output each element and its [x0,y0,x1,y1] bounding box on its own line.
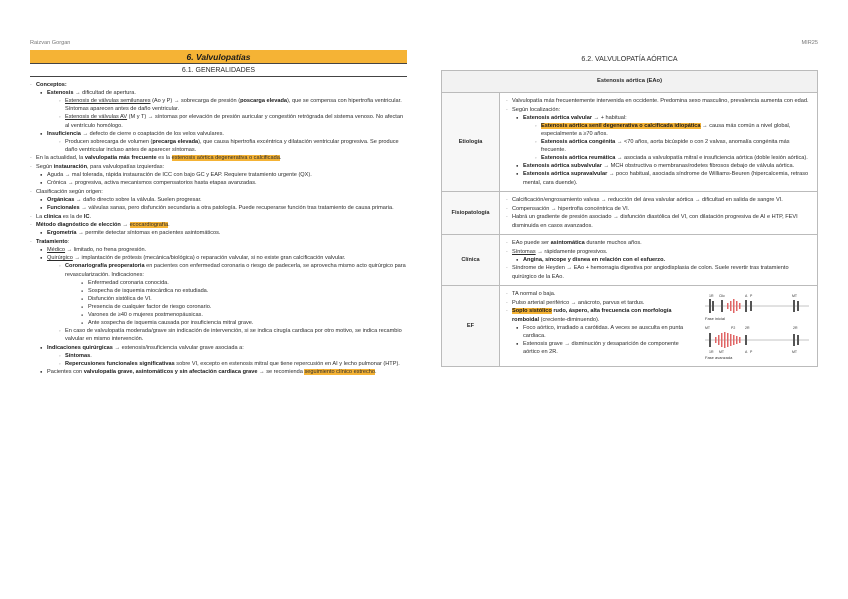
phonocardiogram-figure [701,290,813,362]
list-item: ▫ Estenosis aórtica senil degenerativa o calcificada idiopática → causa más común a nivel global, especialmente a ≥70 años. [535,122,813,138]
mark-label: 2R [745,326,750,331]
list-item: ● Varones de ≥40 o mujeres postmenopáusicas. [81,311,407,319]
list-item: ● Ergometría → permite detectar síntomas en pacientes asintomáticos. [40,229,407,237]
list-item: ● Aguda → mal tolerada, rápida instauración de ICC con bajo GC y EAP. Requiere tratamiento urgente (QX). [40,171,407,179]
list-item: ● Funcionales → válvulas sanas, pero disfunción secundaria a otra patología. Puede recuperarse función tras tratamiento de causa primaria. [40,204,407,212]
list-item: · La clínica es la de IC. [30,213,407,221]
list-item: ● Ante sospecha de isquemia causada por insuficiencia mitral grave. [81,319,407,327]
section-title-aortica: 6.2. VALVULOPATÍA AÓRTICA [581,56,678,63]
estenosis-aortica-table [441,70,818,367]
list-item: · Valvulopatía más frecuentemente intervenida en occidente. Predomina sexo masculino, prevalencia aumenta con edad. [506,97,813,105]
chapter-title: 6. Valvulopatías [30,50,407,64]
list-item: ● Estenosis grave → disminución y desaparición de componente aórtico en 2R. [516,340,697,356]
mark-label: P [750,294,753,299]
table-row-ef [442,286,818,367]
mark-label: P [750,350,753,355]
list-item: ● Sospecha de isquemia miocárdica no estudiada. [81,287,407,295]
list-item: · Soplo sistólico rudo, áspero, alta frecuencia con morfología romboidal (creciente-diminuendo). ● Foco aórtico, irradiado a carótidas. A veces se ausculta en punta cardiaca. ● Estenosis grave → disminución y desaparición de componente aórtico en 2R. [506,307,697,356]
sound-2r-bottom [745,335,747,345]
list-item: · Síndrome de Heyden → EAo + hemorragia digestiva por angiodisplasia de colon. Suele revertir tras tratamiento quirúrgico de la EAo. [506,264,813,280]
murmur-bottom [715,332,741,348]
list-item: ● Presencia de cualquier factor de riesgo coronario. [81,303,407,311]
row-label-etiologia: Etiología [442,93,500,192]
row-label-ef: EF [442,286,500,367]
list-item: ▫ Síntomas. [59,352,407,360]
list-item: ▫ Estenosis de válvulas semilunares (Ao y P) → sobrecarga de presión (poscarga elevada), que se compensa con hipertrofia ventricular. Síntomas aparecen antes de daño ventricular. [59,97,407,113]
table-header: Estenosis aórtica (EAo) [442,71,818,93]
list-item: ● Angina, síncope y disnea en relación con el esfuerzo. [516,256,813,264]
list-item: · Pulso arterial periférico → anácroto, parvus et tardus. [506,299,697,307]
mark-label: MT [705,326,711,331]
mark-label: 1R [709,350,714,355]
list-item: ▫ Estenosis aórtica reumática → asociada a valvulopatía mitral e insuficiencia aórtica (doble lesión aórtica). [535,154,813,162]
left-column [30,50,407,376]
list-item: ● Médico → limitado, no frena progresión. [40,246,407,254]
list-item: · Clasificación según origen: ● Orgánicas → daño directo sobre la válvula. Suelen progresar. ● Funcionales → válvulas sanas, pero disfunción secundaria a otra patología. Puede recuperarse función tras tratamiento de causa primaria. [30,188,407,212]
row-label-fisiopatologia: Fisiopatología [442,192,500,235]
mark-label: 1R [709,294,714,299]
list-item: ● Pacientes con valvulopatía grave, asintomáticos y sin afectación cardiaca grave → se recomienda seguimiento clínico estrecho. [40,368,407,376]
document-code: MIR25 [801,40,818,46]
list-item: · Compensación → hipertrofia concéntrica de VI. [506,205,813,213]
sound-1r-bottom [709,333,711,347]
list-item: ● Estenosis aórtica supravalvular → poco habitual, asociada síndrome de Williams-Beuren (hipercalcemia, retraso mental, cara duende). [516,170,813,186]
list-item: ● Orgánicas → daño directo sobre la válvula. Suelen progresar. [40,196,407,204]
list-item: ▫ Repercusiones funcionales significativas sobre VI, excepto en estenosis mitral que tiene repercusión en AI y lecho pulmonar (HTP). [59,360,407,368]
list-item: · En la actualidad, la valvulopatía más frecuente es la estenosis aórtica degenerativa o calcificada. [30,154,407,162]
list-item: ▫ Estenosis de válvulas AV (M y T) → síntomas por elevación de presión auricular y congestión retrógrada del sistema venoso. No afectan al ventrículo homólogo. [59,113,407,129]
section-title-generalidades: 6.1. GENERALIDADES [30,64,407,77]
list-item: ● Enfermedad coronaria conocida. [81,279,407,287]
list-item: ● Quirúrgico → implantación de prótesis (mecánica/biológica) o reparación valvular, si no existe gran calcificación valvular. ▫ Coronariografía preoperatoria en pacientes con enfermedad coronaria o riesgo de padecerla, se aprovecha mismo acto quirúrgico para revascularización. Indicaciones: ● Enfermedad coronaria conocida. ● Sospecha de isquemia miocárdica no estudiada. ● Disfunción sistólica de VI. ● Presencia de cualquier factor de riesgo coronario. ● Varones de ≥40 o mujeres postmenopáusicas. ● Ante sospecha de isquemia causada por insuficiencia mitral grave. ▫ En caso de valvulopatía moderada/grave sin indicación de intervención, si se indica cirugía cardiaca por otro motivo, se indica recambio valvular en mismo intervención. [40,254,407,343]
list-item: ● Indicaciones quirúrgicas → estenosis/insuficiencia valvular grave asociada a: ▫ Síntomas. ▫ Repercusiones funcionales significativas sobre VI, excepto en estenosis mitral que tiene repercusión en AI y lecho pulmonar (HTP). [40,344,407,368]
table-row-etiologia [442,93,818,192]
table-row-fisiopatologia [442,192,818,235]
list-item: ● Estenosis aórtica subvalvular → MCH obstructiva o membranas/rodetes fibrosos debajo de válvula aórtica. [516,162,813,170]
right-column [441,50,818,367]
list-item: ▫ Estenosis aórtica congénita → <70 años, aorta bicúspide o con 2 valvas, anomalía congénita más frecuente. [535,138,813,154]
list-item: · Tratamiento: ● Médico → limitado, no frena progresión. ● Quirúrgico → implantación de prótesis (mecánica/biológica) o reparación valvular, si no existe gran calcificación valvular. ▫ Coronariografía preoperatoria en pacientes con enfermedad coronaria o riesgo de padecerla, se aprovecha mismo acto quirúrgico para revascularización. Indicaciones: ● Enfermedad coronaria conocida. ● Sospecha de isquemia miocárdica no estudiada. ● Disfunción sistólica de VI. ● Presencia de cualquier factor de riesgo coronario. ● Varones de ≥40 o mujeres postmenopáusicas. ● Ante sospecha de isquemia causada por insuficiencia mitral grave. ▫ En caso de valvulopatía moderada/grave sin indicación de intervención, si se indica cirugía cardiaca por otro motivo, se indica recambio valvular en mismo intervención. ● Indicaciones quirúrgicas → estenosis/insuficiencia valvular grave asociada a: ▫ Síntomas. ▫ Repercusiones funcionales significativas sobre VI, excepto en estenosis mitral que tiene repercusión en AI y lecho pulmonar (HTP). ● Pacientes con valvulopatía grave, asintomáticos y sin afectación cardiaca grave → se recomienda seguimiento clínico estrecho. [30,238,407,376]
mark-label: A [745,294,748,299]
mark-label: 2R [793,326,798,331]
list-item: · Síntomas → rápidamente progresivos. ● Angina, síncope y disnea en relación con el esfuerzo. [506,248,813,264]
list-item: ● Insuficiencia → defecto de cierre o coaptación de los velos valvulares. ▫ Producen sobrecarga de volumen (precarga elevada), que causa hipertrofia excéntrica y dilatación ventricular progresiva. Se produce daño ventricular incluso antes de aparecer síntomas. [40,130,407,154]
mark-label: MT [792,294,798,299]
list-item: ● Estenosis → dificultad de apertura. ▫ Estenosis de válvulas semilunares (Ao y P) → sobrecarga de presión (poscarga elevada), que se compensa con hipertrofia ventricular. Síntomas aparecen antes de daño ventricular. ▫ Estenosis de válvulas AV (M y T) → síntomas por elevación de presión auricular y congestión retrógrada del sistema venoso. No afectan al ventrículo homólogo. [40,89,407,130]
list-item: ▫ Coronariografía preoperatoria en pacientes con enfermedad coronaria o riesgo de padecerla, se aprovecha mismo acto quirúrgico para revascularización. Indicaciones: ● Enfermedad coronaria conocida. ● Sospecha de isquemia miocárdica no estudiada. ● Disfunción sistólica de VI. ● Presencia de cualquier factor de riesgo coronario. ● Varones de ≥40 o mujeres postmenopáusicas. ● Ante sospecha de isquemia causada por insuficiencia mitral grave. [59,262,407,327]
mark-label: MT [719,350,725,355]
list-item: ▫ En caso de valvulopatía moderada/grave sin indicación de intervención, si se indica cirugía cardiaca por otro motivo, se indica recambio valvular en mismo intervención. [59,327,407,343]
list-item: ● Foco aórtico, irradiado a carótidas. A veces se ausculta en punta cardiaca. [516,324,697,340]
mark-label: Clic [719,294,725,299]
mark-label: MT [792,350,798,355]
list-item: · Método diagnóstico de elección → ecocardiografía. ● Ergometría → permite detectar síntomas en pacientes asintomáticos. [30,221,407,237]
list-item: ▫ Producen sobrecarga de volumen (precarga elevada), que causa hipertrofia excéntrica y dilatación ventricular progresiva. Se produce daño ventricular incluso antes de aparecer síntomas. [59,138,407,154]
mark-label: A [745,350,748,355]
list-item: · EAo puede ser asintomática durante muchos años. [506,239,813,247]
list-item: · TA normal o baja. [506,290,697,298]
list-item: ● Disfunción sistólica de VI. [81,295,407,303]
list-item: ● Crónica → progresiva, activa mecanismos compensatorios hasta etapas avanzadas. [40,179,407,187]
list-item: ● Estenosis aórtica valvular → + habitual: ▫ Estenosis aórtica senil degenerativa o calcificada idiopática → causa más común a nivel global, especialmente a ≥70 años. ▫ Estenosis aórtica congénita → <70 años, aorta bicúspide o con 2 valvas, anomalía congénita más frecuente. ▫ Estenosis aórtica reumática → asociada a valvulopatía mitral e insuficiencia aórtica (doble lesión aórtica). [516,114,813,163]
list-item: · Según localización: ● Estenosis aórtica valvular → + habitual: ▫ Estenosis aórtica senil degenerativa o calcificada idiopática → causa más común a nivel global, especialmente a ≥70 años. ▫ Estenosis aórtica congénita → <70 años, aorta bicúspide o con 2 valvas, anomalía congénita más frecuente. ▫ Estenosis aórtica reumática → asociada a valvulopatía mitral e insuficiencia aórtica (doble lesión aórtica). ● Estenosis aórtica subvalvular → MCH obstructiva o membranas/rodetes fibrosos debajo de válvula aórtica. ● Estenosis aórtica supravalvular → poco habitual, asociada síndrome de Williams-Beuren (hipercalcemia, retraso mental, cara duende). [506,106,813,187]
list-item: · Conceptos: ● Estenosis → dificultad de apertura. ▫ Estenosis de válvulas semilunares (Ao y P) → sobrecarga de presión (poscarga elevada), que se compensa con hipertrofia ventricular. Síntomas aparecen antes de daño ventricular. ▫ Estenosis de válvulas AV (M y T) → síntomas por elevación de presión auricular y congestión retrógrada del sistema venoso. No afectan al ventrículo homólogo. ● Insuficiencia → defecto de cierre o coaptación de los velos valvulares. ▫ Producen sobrecarga de volumen (precarga elevada), que causa hipertrofia excéntrica y dilatación ventricular progresiva. Se produce daño ventricular incluso antes de aparecer síntomas. [30,81,407,154]
figure-label-bottom: Fase avanzada [705,355,733,361]
click-top [721,300,723,312]
list-item: · Calcificación/engrosamiento valvas → reducción del área valvular aórtica → dificultad en salida de sangre VI. [506,196,813,204]
list-item: · Según instauración, para valvulopatías izquierdas: ● Aguda → mal tolerada, rápida instauración de ICC con bajo GC y EAP. Requiere tratamiento urgente (QX). ● Crónica → progresiva, activa mecanismos compensatorios hasta etapas avanzadas. [30,163,407,187]
row-label-clinica: Clínica [442,235,500,286]
phonocardiogram-svg [701,290,813,362]
author-name: Raizvan Gorgan [30,40,71,46]
generalidades-list [30,81,407,376]
mark-label: P2 [731,326,736,331]
table-row-clinica [442,235,818,286]
list-item: · Habrá un gradiente de presión asociado → disfunción diastólica del VI, con dilatación progresiva de AI e HTP, FEVI disminuida en casos avanzados. [506,213,813,229]
figure-label-top: Fase inicial [705,316,726,322]
